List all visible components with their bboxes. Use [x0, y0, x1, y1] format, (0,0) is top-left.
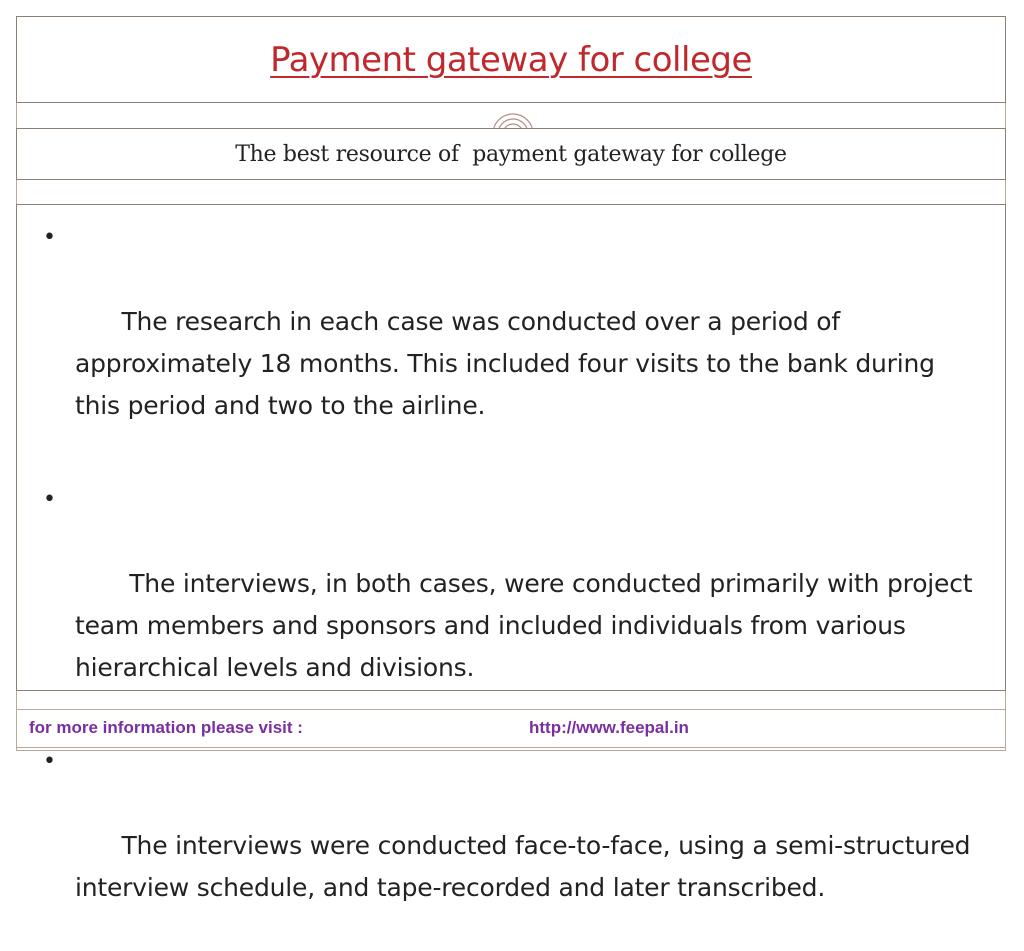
subtitle-box: [16, 128, 1006, 180]
footer-info-text: for more information please visit :: [29, 718, 303, 737]
slide-title: Payment gateway for college: [270, 39, 752, 80]
bullet-list: [33, 217, 981, 951]
list-item: [33, 479, 981, 731]
bullet-text: The interviews were conducted face-to-face, using a semi-structured interview schedule, and tape-recorded and later transcribed.: [75, 831, 979, 902]
bullet-icon: •: [43, 487, 56, 512]
footer: [16, 709, 1006, 748]
footer-url-link[interactable]: http://www.feepal.in: [529, 718, 689, 737]
slide-subtitle: The best resource of payment gateway for college: [235, 141, 787, 167]
list-item: [33, 217, 981, 469]
bullet-icon: •: [43, 225, 56, 250]
list-item: [33, 741, 981, 951]
bullet-text: The interviews, in both cases, were conducted primarily with project team members and sponsors and included individuals from various hierarchical levels and divisions.: [75, 569, 981, 682]
title-box: [16, 16, 1006, 103]
bullet-text: The research in each case was conducted over a period of approximately 18 months. This included four visits to the bank during this period and two to the airline.: [75, 307, 943, 420]
bullet-icon: •: [43, 749, 56, 774]
